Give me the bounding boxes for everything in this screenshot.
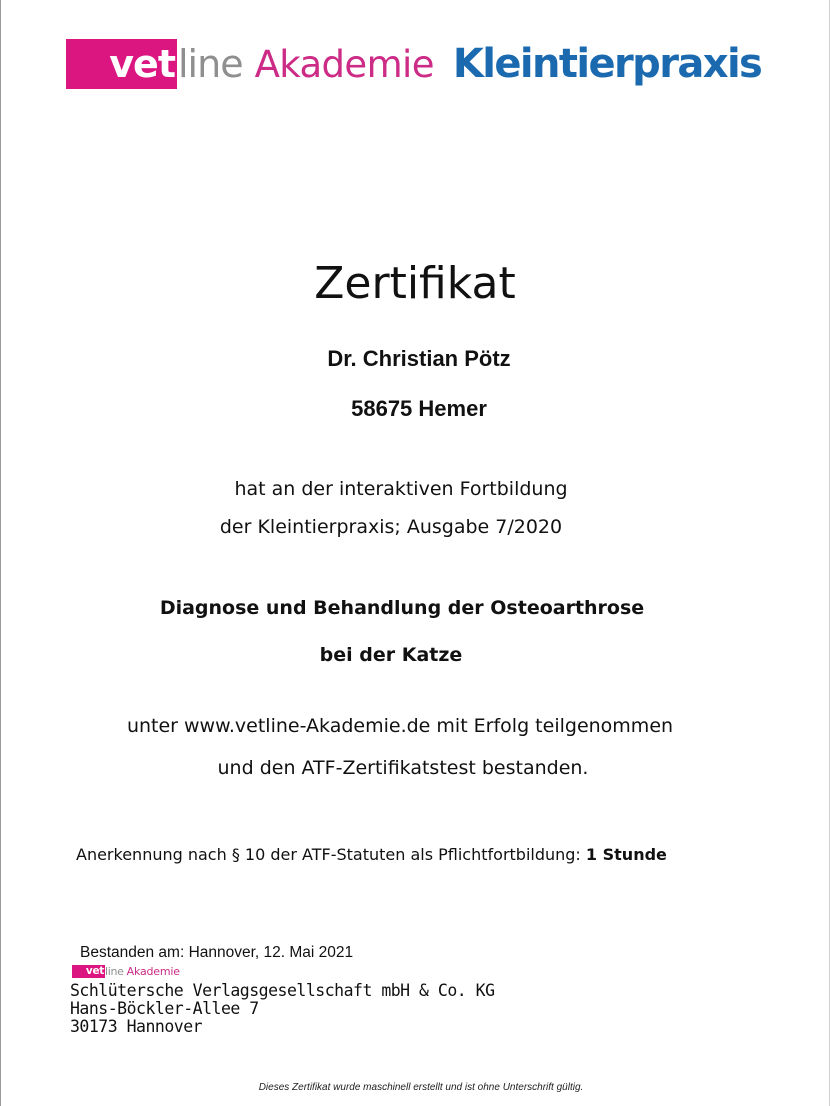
recognition-value: 1 Stunde [585, 845, 667, 864]
logo-vet-box [66, 39, 177, 89]
topic-line-2: bei der Katze [319, 644, 463, 666]
intro-line-1: hat an der interaktiven Fortbildung [234, 478, 568, 500]
header-logo [66, 38, 761, 90]
publisher-logo [72, 964, 180, 978]
recognition-statement [76, 845, 667, 864]
logo-vet-text: vet [109, 42, 175, 86]
recipient-city: 58675 Hemer [351, 396, 487, 421]
result-line-1: unter www.vetline-Akademie.de mit Erfolg teilgenommen [126, 715, 674, 737]
small-logo-line-text: line [105, 964, 124, 978]
small-logo-akademie-text: Akademie [126, 964, 180, 978]
intro-line-2: der Kleintierpraxis; Ausgabe 7/2020 [219, 516, 563, 538]
certificate-title: Zertifikat [314, 258, 516, 309]
logo-line-text: line [178, 42, 243, 86]
publisher-street: Hans-Böckler-Allee 7 [70, 999, 259, 1018]
small-logo-vet-box [72, 965, 105, 978]
page-border-left [0, 0, 1, 1106]
recognition-text: Anerkennung nach § 10 der ATF-Statuten als Pflichtfortbildung: [76, 845, 581, 864]
publisher-city: 30173 Hannover [70, 1017, 203, 1036]
passed-date: Bestanden am: Hannover, 12. Mai 2021 [80, 944, 354, 961]
logo-kleintierpraxis-text: Kleintierpraxis [452, 41, 762, 87]
small-logo-vet-text: vet [85, 965, 104, 977]
topic-line-1: Diagnose und Behandlung der Osteoarthrose [159, 597, 645, 619]
publisher-address [70, 982, 495, 1036]
footnote: Dieses Zertifikat wurde maschinell erstellt und ist ohne Unterschrift gültig. [258, 1082, 584, 1093]
publisher-name: Schlütersche Verlagsgesellschaft mbH & Co. KG [70, 981, 495, 1000]
recipient-name: Dr. Christian Pötz [327, 346, 511, 371]
logo-akademie-text: Akademie [254, 42, 434, 86]
result-line-2: und den ATF-Zertifikatstest bestanden. [217, 757, 589, 779]
